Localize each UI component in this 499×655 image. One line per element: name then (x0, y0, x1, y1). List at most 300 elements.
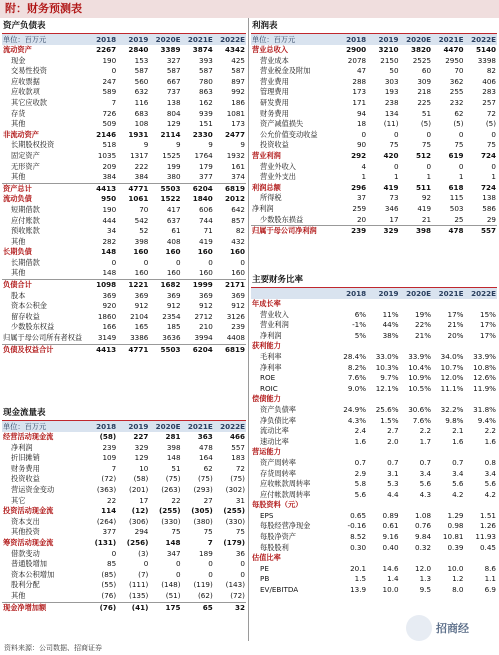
row-label: 股本 (11, 290, 26, 300)
cell-value: (263) (161, 484, 181, 494)
cell-value: 586 (482, 203, 496, 213)
table-row (2, 162, 246, 173)
cell-value: 160 (229, 247, 245, 257)
cell-value: 0 (111, 66, 117, 76)
cell-value: 238 (384, 97, 399, 107)
cell-value: 1098 (85, 280, 117, 291)
year-header: 2021E (432, 34, 464, 45)
row-label: PB (260, 574, 270, 584)
cell-value: 28.4% (343, 351, 367, 361)
row-label: 财务费用 (11, 463, 40, 473)
row-label: 速动比率 (260, 436, 289, 446)
table-row (2, 87, 246, 98)
row-label: 存货 (11, 108, 26, 118)
cell-value (367, 553, 399, 564)
cell-value: 3386 (130, 333, 149, 343)
cell-value: 2.2 (484, 426, 496, 436)
row-label: 少数股东损益 (260, 214, 304, 224)
cell-value: 912 (199, 301, 213, 311)
cell-value: 8.2% (347, 362, 367, 372)
row-label: 资本公积金 (11, 301, 47, 311)
cell-value: 13.9 (350, 585, 367, 595)
row-label: EPS (260, 510, 274, 520)
cell-value: 419 (417, 203, 432, 213)
cell-value: 75 (454, 140, 464, 150)
table-row (251, 373, 497, 384)
cell-value: 75 (486, 140, 496, 150)
cell-value: (148) (161, 580, 181, 590)
cell-value: 90 (356, 140, 367, 150)
cell-value: 24.9% (343, 404, 367, 414)
unit-label: 单位：百万元 (2, 34, 85, 45)
cell-value: 25.6% (375, 404, 399, 414)
cell-value: 5.3 (387, 479, 399, 489)
row-label: 其他 (11, 268, 26, 278)
cell-value: (3) (138, 548, 149, 558)
cell-value: (5) (420, 119, 432, 129)
cell-value: 393 (199, 55, 213, 65)
cell-value: 0.76 (415, 521, 432, 531)
cell-value: 60 (421, 66, 432, 76)
cell-value: 10.0 (382, 585, 399, 595)
cell-value: 377 (199, 172, 213, 182)
cell-value: 283 (482, 87, 496, 97)
cell-value: 2114 (160, 129, 181, 139)
cell-value: 1.29 (447, 510, 464, 520)
cell-value: 209 (102, 161, 117, 171)
row-label: 应付帐款周转率 (260, 489, 311, 499)
cell-value: 10.5% (408, 383, 432, 393)
cell-value: 1.1 (484, 574, 496, 584)
row-label: 营业总收入 (252, 45, 288, 54)
cell-value: 193 (384, 87, 399, 97)
row-label: 非流动资产 (3, 129, 39, 139)
row-label: 其他 (11, 172, 26, 182)
row-label: 投资收益 (260, 140, 289, 150)
cell-value: 255 (449, 87, 464, 97)
cell-value: 33.0% (375, 351, 399, 361)
cell-value: 587 (231, 66, 245, 76)
cell-value: 281 (165, 432, 181, 441)
cell-value: 282 (102, 236, 117, 246)
row-label: 其它应收款 (11, 97, 47, 107)
cell-value: 22 (171, 495, 181, 505)
cell-value: 4342 (224, 45, 245, 54)
row-label: 折旧摊销 (11, 453, 40, 463)
table-row (251, 405, 497, 416)
cell-value: (131) (94, 537, 117, 547)
cell-value: 5.6 (452, 479, 464, 489)
cell-value: 239 (231, 322, 245, 332)
table-row (251, 394, 497, 405)
row-label: 其它 (11, 495, 26, 505)
watermark-logo-icon (406, 615, 432, 641)
cell-value: (179) (223, 537, 245, 547)
cell-value: 138 (166, 97, 181, 107)
cell-value: 0.65 (350, 510, 367, 520)
unit-label (251, 288, 335, 299)
cell-value: 369 (102, 290, 117, 300)
cell-value: 138 (482, 193, 496, 203)
cell-value: 0.7 (419, 457, 432, 467)
row-label: 少数股东权益 (11, 322, 55, 332)
row-label: 流动资产 (3, 45, 32, 54)
cell-value: 587 (134, 66, 149, 76)
cell-value: 153 (134, 55, 149, 65)
cell-value: 9.0% (347, 383, 367, 393)
cell-value: 511 (416, 182, 432, 192)
row-label: 利润总额 (252, 182, 281, 192)
cell-value: 466 (229, 432, 245, 441)
row-label: 长期借款 (11, 257, 40, 267)
cell-value: 3.4 (452, 468, 464, 478)
cell-value: 0.8 (484, 457, 496, 467)
cell-value: 18 (356, 119, 367, 129)
cell-value: (51) (165, 590, 181, 600)
cell-value: 148 (166, 453, 181, 463)
cell-value: 4771 (117, 344, 149, 355)
cell-value: 0.45 (479, 542, 496, 552)
row-label: 归属于母公司所有者权益 (3, 333, 83, 343)
cell-value: 369 (231, 290, 245, 300)
cell-value: 0 (393, 161, 399, 171)
cell-value: 6819 (214, 344, 246, 355)
cell-value: 2150 (380, 55, 399, 65)
row-label: 营业利润 (260, 320, 289, 330)
cell-value: 478 (432, 226, 464, 237)
cell-value: 210 (199, 322, 213, 332)
cell-value: 939 (199, 108, 213, 118)
row-label: 净利润 (260, 330, 282, 340)
cell-value: 2267 (96, 45, 117, 54)
row-label: 偿债能力 (252, 394, 281, 404)
cell-value: (7) (138, 569, 149, 579)
cell-value: 20% (447, 330, 464, 340)
row-label: 每股资料（元） (252, 500, 303, 510)
row-label: 所得税 (260, 193, 282, 203)
cell-value: 0 (240, 257, 245, 267)
income-statement-panel (251, 20, 497, 237)
cell-value: 912 (231, 301, 245, 311)
row-label: 每股股利 (260, 542, 289, 552)
cell-value: 992 (231, 87, 245, 97)
row-label: 股利分配 (11, 580, 40, 590)
cell-value: 109 (102, 453, 117, 463)
cell-value: 12.1% (375, 383, 399, 393)
cell-value: 12.0 (415, 563, 432, 573)
cell-value: 8.52 (350, 532, 367, 542)
cell-value: 164 (199, 453, 213, 463)
cell-value: (143) (225, 580, 245, 590)
cell-value: 0.89 (382, 510, 399, 520)
table-row (251, 183, 497, 194)
row-label: 资产负债率 (260, 404, 296, 414)
table-row (251, 320, 497, 331)
cell-value (400, 500, 432, 511)
cell-value: 21% (447, 320, 464, 330)
cell-value: 82 (235, 226, 245, 236)
cell-value: 1.7 (419, 436, 432, 446)
cell-value: 377 (102, 527, 117, 537)
cell-value: 9.7% (380, 373, 399, 383)
table-row (251, 384, 497, 395)
cell-value: 17% (480, 330, 496, 340)
cell-value: 7 (111, 463, 117, 473)
cell-value: 0 (361, 129, 367, 139)
cell-value: 225 (417, 97, 432, 107)
cell-value: 94 (356, 108, 367, 118)
row-label: 营运资金变动 (11, 484, 55, 494)
table-row (251, 553, 497, 564)
cell-value: 897 (231, 76, 245, 86)
cell-value: (41) (117, 602, 149, 613)
cell-value: 10.4% (408, 362, 432, 372)
table-row (2, 549, 246, 560)
cell-value: 912 (166, 301, 181, 311)
cell-value: 9.8% (445, 415, 464, 425)
table-row (251, 458, 497, 469)
cell-value: 5.8 (354, 479, 367, 489)
row-label: 营业外支出 (260, 172, 296, 182)
table-row (2, 464, 246, 475)
cell-value: 9.84 (415, 532, 432, 542)
cell-value: 92 (421, 193, 432, 203)
cell-value: 744 (199, 215, 213, 225)
cell-value: (380) (193, 516, 213, 526)
table-row (2, 140, 246, 151)
table-row (251, 98, 497, 109)
row-label: 流动比率 (260, 426, 289, 436)
cell-value: 3210 (378, 45, 399, 54)
table-row (2, 312, 246, 323)
table-row (251, 352, 497, 363)
cell-value: 44% (382, 320, 399, 330)
cell-value: 72 (235, 463, 245, 473)
cell-value: 38% (382, 330, 399, 340)
cell-value: 162 (199, 97, 213, 107)
cell-value: 2950 (445, 55, 464, 65)
cell-value: 369 (134, 290, 149, 300)
cell-value: 292 (351, 150, 367, 160)
cell-value: 7.6% (412, 415, 432, 425)
cell-value: 10.81 (442, 532, 464, 542)
cell-value: 31.8% (473, 404, 496, 414)
cell-value: 50 (389, 66, 399, 76)
row-label: 经营活动现金流 (3, 432, 54, 441)
cell-value: (255) (158, 506, 181, 516)
cell-value: 10.7% (440, 362, 464, 372)
balance-sheet-heading: 资产负债表 (2, 20, 246, 34)
table-row (251, 521, 497, 532)
row-label: 每股经营净现金 (260, 521, 311, 531)
unit-label: 单位：百万元 (2, 421, 85, 432)
cell-value: 408 (166, 236, 181, 246)
row-label: 无形资产 (11, 161, 40, 171)
table-row (251, 469, 497, 480)
cell-value: 1.6 (484, 436, 496, 446)
cell-value (465, 394, 498, 405)
row-label: 应收款项 (11, 87, 40, 97)
table-row (2, 496, 246, 507)
year-header: 2020E (400, 288, 432, 299)
cell-value: 151 (199, 119, 213, 129)
cell-value: 4.3% (347, 415, 367, 425)
cell-value: 1061 (128, 194, 149, 204)
table-row (251, 87, 497, 98)
cell-value: 0 (426, 161, 432, 171)
cell-value: 3398 (477, 55, 496, 65)
cell-value: 1.5% (380, 415, 399, 425)
cell-value: 726 (102, 108, 117, 118)
cell-value: 62 (454, 108, 464, 118)
cell-value: 34 (107, 226, 117, 236)
cell-value (335, 299, 367, 310)
cell-value: 0 (111, 548, 117, 558)
row-label: 估值比率 (252, 553, 281, 563)
table-header-row (251, 288, 497, 299)
cell-value: 166 (102, 322, 117, 332)
cell-value: 1035 (97, 150, 117, 160)
row-label: 现金 (11, 55, 26, 65)
cell-value: 0 (175, 569, 181, 579)
cell-value: 1525 (162, 150, 181, 160)
row-label: 应付账款 (11, 215, 40, 225)
cell-value: 3636 (162, 333, 181, 343)
cell-value: 1.5 (354, 574, 367, 584)
table-row (2, 130, 246, 141)
table-row (2, 301, 246, 312)
row-label: 管理费用 (260, 87, 289, 97)
cell-value: 1 (458, 172, 464, 182)
cell-value: 5.6 (354, 489, 367, 499)
cell-value: 20 (356, 214, 367, 224)
cell-value: 160 (231, 268, 245, 278)
row-label: 年成长率 (252, 299, 281, 308)
table-row (2, 443, 246, 454)
cell-value: 3.1 (387, 468, 399, 478)
cell-value (335, 447, 367, 458)
cell-value: 62 (203, 463, 213, 473)
table-row (251, 193, 497, 204)
row-label: 资本公积增加 (11, 569, 55, 579)
cell-value: 380 (166, 172, 181, 182)
cell-value: -0.16 (347, 521, 367, 531)
year-header: 2019 (117, 34, 149, 45)
table-row (251, 543, 497, 554)
cell-value: 1682 (149, 280, 181, 291)
cell-value: (62) (198, 590, 213, 600)
cell-value: 557 (231, 442, 245, 452)
cell-value: 347 (166, 548, 181, 558)
cell-value: 199 (166, 161, 181, 171)
cell-value: (76) (101, 590, 117, 600)
cell-value: 17% (447, 309, 464, 319)
cashflow-panel (2, 407, 246, 613)
cell-value: 425 (231, 55, 245, 65)
cell-value: 398 (134, 236, 149, 246)
cell-value: 2012 (224, 194, 245, 204)
table-row (251, 416, 497, 427)
year-header: 2018 (335, 288, 367, 299)
row-label: 长期股权投资 (11, 140, 55, 150)
cell-value: 398 (400, 226, 432, 237)
cell-value: 21% (415, 330, 432, 340)
cell-value: 0 (426, 129, 432, 139)
cell-value: (12) (131, 506, 149, 516)
cell-value: 65 (182, 602, 214, 613)
table-row (251, 119, 497, 130)
cell-value: 362 (449, 76, 464, 86)
cell-value: (135) (129, 590, 149, 600)
cell-value: 667 (166, 76, 181, 86)
cell-value: 557 (465, 226, 498, 237)
cell-value: 509 (102, 119, 117, 129)
cell-value: (111) (129, 580, 149, 590)
cell-value (465, 299, 498, 310)
cell-value: 82 (486, 66, 496, 76)
cell-value: 3.4 (419, 468, 432, 478)
cell-value: 0.7 (354, 457, 367, 467)
table-row (2, 322, 246, 333)
cell-value: 1.4 (387, 574, 399, 584)
cell-value: 5503 (149, 344, 181, 355)
cell-value: -1% (352, 320, 367, 330)
row-label: 交易性投资 (11, 66, 47, 76)
cell-value: 0.61 (382, 521, 399, 531)
year-header: 2021E (182, 34, 214, 45)
cell-value: (302) (225, 484, 245, 494)
cell-value: 1 (491, 172, 496, 182)
cell-value: 724 (480, 150, 496, 160)
row-label: 营运能力 (252, 447, 281, 457)
cell-value (465, 553, 498, 564)
year-header: 2021E (432, 288, 464, 299)
row-label: 净利润 (252, 203, 274, 213)
income-statement-heading: 利润表 (251, 20, 497, 34)
cell-value: 4413 (85, 183, 117, 194)
cell-value (465, 500, 498, 511)
cell-value: 190 (102, 55, 117, 65)
ratios-heading: 主要财务比率 (251, 274, 497, 288)
cell-value: 0.39 (447, 542, 464, 552)
cell-value (432, 341, 464, 352)
cell-value: 72 (486, 108, 496, 118)
cell-value (400, 341, 432, 352)
cell-value: (293) (193, 484, 213, 494)
table-row (2, 258, 246, 269)
row-label: 营业外收入 (260, 161, 296, 171)
cell-value: 9 (143, 140, 149, 150)
cell-value: 6819 (214, 183, 246, 194)
cell-value: 75 (389, 140, 399, 150)
table-row (2, 517, 246, 528)
cell-value: 363 (197, 432, 213, 441)
cell-value: 329 (367, 226, 399, 237)
cell-value: 478 (199, 442, 213, 452)
table-row (251, 437, 497, 448)
table-header-row (2, 34, 246, 45)
cell-value: 173 (231, 119, 245, 129)
cell-value: 75 (235, 527, 245, 537)
cell-value: (11) (383, 119, 399, 129)
cell-value: 32 (214, 602, 246, 613)
cell-value: 0 (208, 559, 213, 569)
cell-value (335, 500, 367, 511)
row-label: 负债合计 (2, 280, 85, 291)
table-row (251, 226, 497, 237)
cell-value: 503 (449, 203, 464, 213)
row-label: ROE (260, 373, 276, 383)
